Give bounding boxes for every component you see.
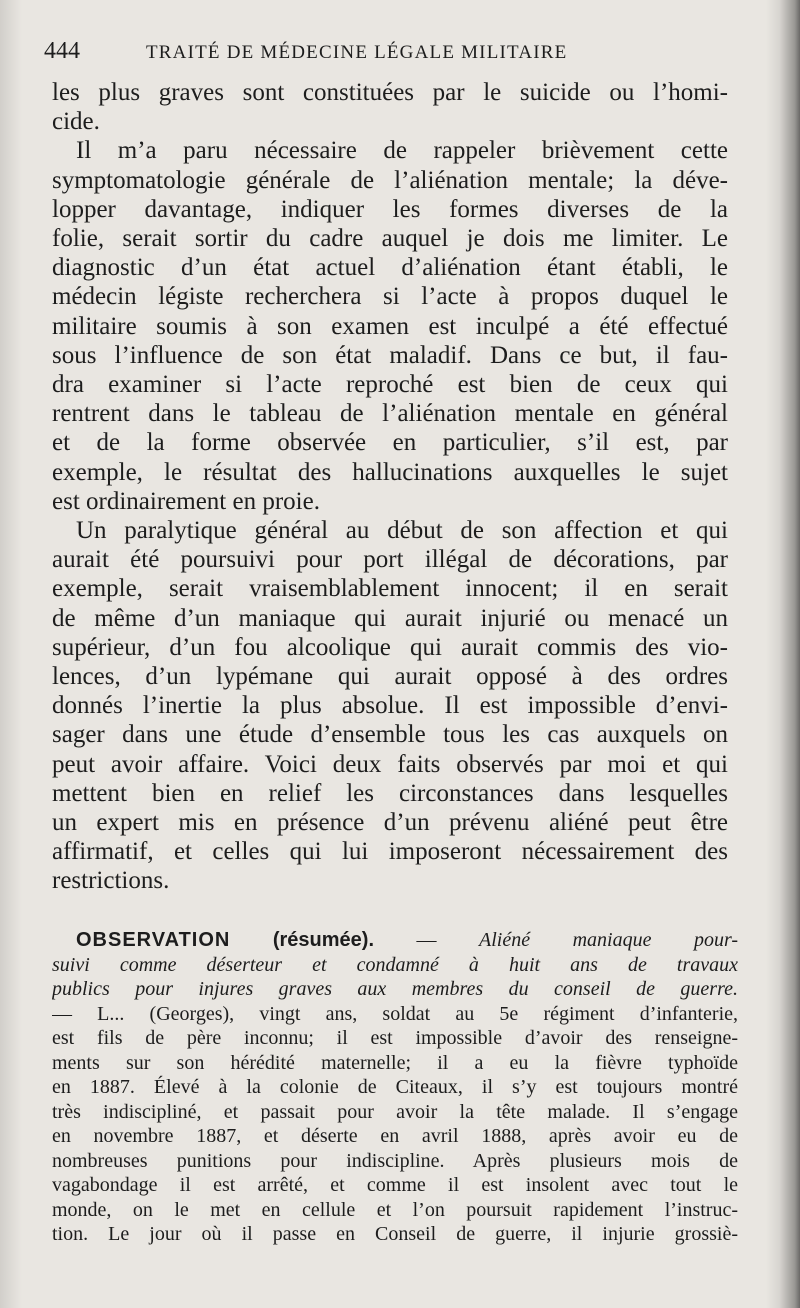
observation-text-line: est fils de père inconnu; il est impossible d’avoir des renseigne- — [52, 1027, 738, 1049]
text-line: rentrent dans le tableau de l’aliénation mentale en général — [52, 400, 728, 428]
text-line: sous l’influence de son état maladif. Dans ce but, il fau- — [52, 341, 728, 369]
observation-text-line: en novembre 1887, et déserte en avril 1888, après avoir eu de — [52, 1125, 738, 1147]
observation-text-line: nombreuses punitions pour indiscipline. Après plusieurs mois de — [52, 1149, 738, 1172]
text-line: sager dans une étude d’ensemble tous les cas auxquels on — [52, 721, 728, 749]
observation-text-line: vagabondage il est arrêté, et comme il est insolent avec tout le — [52, 1174, 738, 1196]
text-line: symptomatologie générale de l’aliénation mentale; la déve- — [52, 166, 728, 194]
text-line: un expert mis en présence d’un prévenu aliéné peut être — [52, 809, 728, 837]
observation-text-line: monde, on le met en cellule et l’on poursuit rapidement l’instruc- — [52, 1198, 738, 1221]
observation-text-line: — L... (Georges), vingt ans, soldat au 5e régiment d’infanterie, — [52, 1002, 738, 1025]
text-line: peut avoir affaire. Voici deux faits observés par moi et qui — [52, 750, 728, 778]
observation-dash: — — [374, 929, 480, 951]
text-line: cide. — [52, 108, 100, 136]
observation-heading-line — [52, 928, 738, 953]
text-line: Un paralytique général au début de son affection et qui — [76, 517, 728, 545]
text-line: de même d’un maniaque qui aurait injurié ou menacé un — [52, 604, 728, 632]
text-line: médecin légiste recherchera si l’acte à propos duquel le — [52, 283, 728, 311]
text-line: lences, d’un lypémane qui aurait opposé à des ordres — [52, 663, 728, 691]
observation-text-line: en 1887. Élevé à la colonie de Citeaux, il s’y est toujours montré — [52, 1076, 738, 1098]
body-text — [52, 78, 728, 896]
text-line: exemple, le résultat des hallucinations auxquelles le sujet — [52, 458, 728, 486]
text-line: dra examiner si l’acte reproché est bien de ceux qui — [52, 371, 728, 399]
text-line: aurait été poursuivi pour port illégal de décorations, par — [52, 546, 728, 574]
observation-subheading: (résumée). — [272, 929, 375, 951]
observation-title-line: publics pour injures graves aux membres du conseil de guerre. — [52, 978, 738, 1000]
observation-text-line: tion. Le jour où il passe en Conseil de guerre, il injurie grossiè- — [52, 1223, 738, 1245]
observation-title-line: Aliéné maniaque pour- — [479, 929, 738, 951]
observation-title-line: suivi comme déserteur et condamné à huit ans de travaux — [52, 953, 738, 976]
text-line: mettent bien en relief les circonstances dans lesquelles — [52, 779, 728, 807]
page-header — [44, 38, 744, 68]
text-line: est ordinairement en proie. — [52, 487, 320, 515]
text-line: supérieur, d’un fou alcoolique qui aurait commis des vio- — [52, 633, 728, 661]
text-line: militaire soumis à son examen est inculpé a été effectué — [52, 312, 728, 340]
text-line: diagnostic d’un état actuel d’aliénation étant établi, le — [52, 254, 728, 282]
text-line: lopper davantage, indiquer les formes diverses de la — [52, 195, 728, 223]
text-line: exemple, serait vraisemblablement innocent; il en serait — [52, 575, 728, 603]
text-line: folie, serait sortir du cadre auquel je dois me limiter. Le — [52, 225, 728, 253]
observation-text-line: ments sur son hérédité maternelle; il a eu la fièvre typhoïde — [52, 1051, 738, 1074]
observation-block — [52, 928, 738, 1247]
page-edge-shadow-left — [0, 0, 22, 1308]
text-line: Il m’a paru nécessaire de rappeler brièvement cette — [76, 137, 728, 165]
text-line: affirmatif, et celles qui lui imposeront nécessairement des — [52, 838, 728, 866]
text-line: et de la forme observée en particulier, s’il est, par — [52, 429, 728, 457]
page-number: 444 — [44, 38, 80, 64]
text-line: donnés l’inertie la plus absolue. Il est impossible d’envi- — [52, 692, 728, 720]
observation-text-line: très indiscipliné, et passait pour avoir la tête malade. Il s’engage — [52, 1100, 738, 1123]
text-line: les plus graves sont constituées par le suicide ou l’homi- — [52, 79, 728, 106]
running-title: TRAITÉ DE MÉDECINE LÉGALE MILITAIRE — [146, 42, 568, 63]
text-line: restrictions. — [52, 867, 170, 895]
observation-heading: OBSERVATION — [76, 929, 231, 951]
page-edge-shadow-right — [766, 0, 800, 1308]
